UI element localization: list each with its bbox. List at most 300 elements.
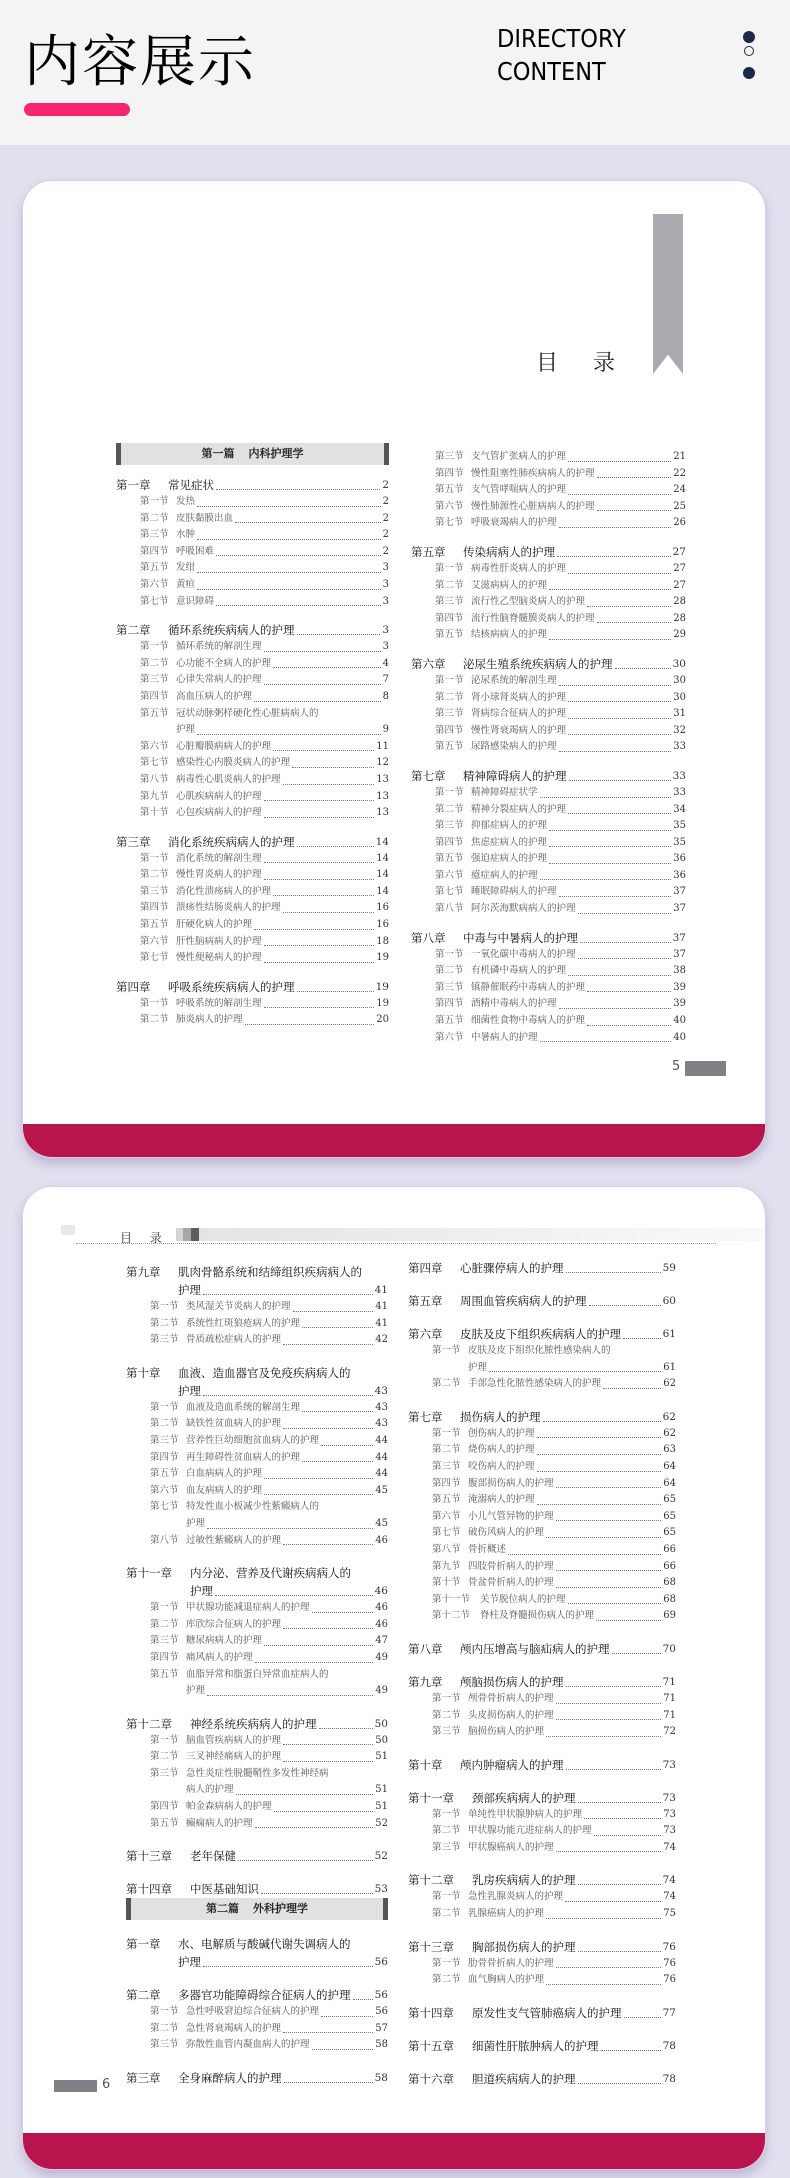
toc-section-entry[interactable] — [126, 1533, 388, 1550]
entry-line — [435, 1030, 686, 1047]
section-title: 急性乳腺炎病人的护理 — [468, 1891, 564, 1903]
toc-section-entry[interactable] — [408, 1956, 676, 1973]
page-ref: 13 — [376, 807, 389, 819]
section-title: 血脂异常和脂蛋白异常血症病人的 — [186, 1668, 329, 1680]
section-title: 消化性溃疡病人的护理 — [176, 885, 272, 897]
page-ref: 46 — [374, 1585, 388, 1598]
toc-section-entry[interactable] — [411, 1030, 686, 1047]
section-number: 第四节 — [435, 998, 464, 1010]
toc-section-entry[interactable] — [116, 639, 389, 656]
toc-section-entry[interactable] — [411, 515, 686, 532]
toc-section-entry[interactable] — [411, 673, 686, 690]
toc-chapter-entry[interactable] — [408, 1408, 676, 1426]
entry-line — [408, 1938, 676, 1956]
page-ref: 36 — [673, 869, 686, 881]
part-number: 第二篇 — [206, 1902, 239, 1916]
toc-section-entry[interactable] — [411, 449, 686, 466]
toc-section-entry[interactable] — [116, 867, 389, 884]
section-number: 第二节 — [432, 1709, 461, 1721]
toc-section-entry[interactable] — [116, 544, 389, 561]
section-title: 高血压病人的护理 — [176, 690, 253, 702]
subtitle-line-1: DIRECTORY — [497, 24, 626, 53]
entry-line — [140, 917, 389, 934]
entry-line — [140, 494, 389, 511]
dot-leader — [293, 1311, 374, 1312]
toc-section-entry[interactable] — [126, 1617, 388, 1634]
toc-section-entry[interactable] — [126, 1416, 388, 1433]
dot-leader — [540, 879, 672, 880]
entry-line — [116, 833, 389, 851]
toc-section-entry[interactable] — [411, 818, 686, 835]
entry-line — [126, 2069, 388, 2087]
page-ref: 14 — [376, 852, 389, 864]
section-number: 第四节 — [150, 1451, 179, 1463]
toc-section-entry[interactable] — [126, 1799, 388, 1816]
title-continuation: 护理 — [178, 1283, 201, 1297]
chapter-number: 第五章 — [411, 544, 446, 559]
page-ref: 8 — [382, 690, 389, 702]
page-ref: 64 — [663, 1460, 676, 1472]
toc-section-entry[interactable] — [408, 1889, 676, 1906]
toc-section-entry[interactable] — [411, 785, 686, 802]
chapter-number: 第十章 — [126, 1365, 161, 1380]
toc-chapter-entry[interactable] — [408, 1938, 676, 1956]
toc-chapter-entry[interactable] — [408, 1640, 676, 1658]
toc-section-entry[interactable] — [116, 672, 389, 689]
entry-line — [126, 1364, 388, 1382]
section-number: 第三节 — [150, 1334, 179, 1346]
toc-chapter-entry[interactable] — [408, 1325, 676, 1343]
page-ref: 74 — [663, 1841, 676, 1853]
entry-line — [432, 1542, 676, 1559]
toc-section-entry[interactable] — [126, 1650, 388, 1667]
page-ref: 72 — [663, 1726, 676, 1738]
toc-section-entry[interactable] — [408, 1807, 676, 1824]
dot-leader — [568, 734, 671, 735]
dot-leader — [597, 510, 672, 511]
toc-section-entry[interactable] — [126, 1450, 388, 1467]
toc-chapter-entry[interactable] — [411, 767, 686, 785]
toc-section-entry[interactable] — [408, 1459, 676, 1476]
page-ref: 43 — [375, 1401, 388, 1413]
page-ref: 11 — [376, 740, 389, 752]
toc-section-entry[interactable] — [126, 1749, 388, 1766]
entry-line — [150, 1766, 388, 1783]
dot-leader — [568, 1603, 662, 1604]
entry-line — [435, 611, 686, 628]
toc-chapter-entry[interactable] — [126, 1364, 388, 1400]
dot-leader — [578, 913, 672, 914]
toc-section-entry[interactable] — [126, 1667, 388, 1700]
toc-chapter-entry[interactable] — [126, 1880, 388, 1898]
dot-leader — [557, 556, 671, 557]
entry-line — [432, 1459, 676, 1476]
page-ref: 28 — [673, 612, 686, 624]
page-ref: 37 — [673, 886, 686, 898]
toc-section-entry[interactable] — [116, 900, 389, 917]
dot-leader — [615, 668, 671, 669]
toc-chapter-entry[interactable] — [116, 978, 389, 996]
toc-section-entry[interactable] — [116, 950, 389, 967]
chapter-number: 第五章 — [408, 1294, 443, 1308]
section-title: 感染性心内膜炎病人的护理 — [176, 757, 291, 769]
page-ref: 56 — [374, 1989, 388, 2002]
toc-section-entry[interactable] — [126, 1400, 388, 1417]
toc-chapter-entry[interactable] — [408, 1756, 676, 1774]
dot-leader — [312, 1612, 374, 1613]
page-ref: 57 — [375, 2022, 388, 2034]
entry-line — [140, 805, 389, 822]
toc-section-entry[interactable] — [411, 594, 686, 611]
toc-section-entry[interactable] — [408, 1708, 676, 1725]
toc-section-entry[interactable] — [126, 2037, 388, 2054]
section-number: 第六节 — [435, 1031, 464, 1043]
entry-line — [116, 978, 389, 996]
section-number: 第二节 — [140, 512, 169, 524]
toc-section-entry[interactable] — [411, 482, 686, 499]
toc-section-entry[interactable] — [408, 1691, 676, 1708]
page-ref: 78 — [662, 2072, 676, 2085]
section-title: 肺炎病人的护理 — [176, 1014, 243, 1026]
entry-line — [411, 543, 686, 561]
toc-section-entry[interactable] — [116, 1012, 389, 1029]
toc-section-entry[interactable] — [126, 1483, 388, 1500]
toc-chapter-entry[interactable] — [411, 929, 686, 947]
toc-chapter-entry[interactable] — [408, 2070, 676, 2088]
toc-chapter-entry[interactable] — [411, 543, 686, 561]
page-ref: 29 — [673, 629, 686, 641]
entry-line-continued — [150, 1782, 388, 1799]
toc-section-entry[interactable] — [126, 2004, 388, 2021]
section-number: 第一节 — [432, 1427, 461, 1439]
entry-line — [150, 1749, 388, 1766]
toc-chapter-entry[interactable] — [126, 1986, 388, 2004]
page-ref: 73 — [662, 1758, 676, 1771]
toc-section-entry[interactable] — [126, 1766, 388, 1799]
toc-section-entry[interactable] — [126, 1499, 388, 1532]
section-number: 第二节 — [432, 1444, 461, 1456]
dot-leader — [302, 1411, 373, 1412]
dot-leader — [594, 1835, 662, 1836]
toc-section-entry[interactable] — [126, 1466, 388, 1483]
entry-line — [150, 1816, 388, 1833]
entry-line-continued — [126, 1953, 388, 1971]
toc-chapter-entry[interactable] — [126, 1935, 388, 1971]
dot-leader — [264, 817, 375, 818]
toc-section-entry[interactable] — [411, 884, 686, 901]
section-number: 第三节 — [140, 885, 169, 897]
toc-section-entry[interactable] — [408, 1592, 676, 1609]
section-title: 精神障碍症状学 — [471, 786, 538, 798]
dot-leader — [537, 1471, 662, 1472]
toc-section-entry[interactable] — [411, 996, 686, 1013]
toc-section-entry[interactable] — [126, 1600, 388, 1617]
section-title: 骨折概述 — [468, 1543, 507, 1555]
page-ref: 39 — [673, 981, 686, 993]
chapter-title: 中医基础知识 — [190, 1882, 259, 1897]
toc-section-entry[interactable] — [116, 805, 389, 822]
toc-section-entry[interactable] — [408, 1906, 676, 1923]
dot-leader — [540, 1041, 672, 1042]
chapter-title: 老年保健 — [190, 1849, 236, 1864]
dot-leader — [283, 1628, 373, 1629]
toc-chapter-entry[interactable] — [116, 476, 389, 494]
toc-chapter-entry[interactable] — [126, 1715, 388, 1733]
section-title: 单纯性甲状腺肿病人的护理 — [468, 1808, 583, 1820]
entry-line — [432, 1442, 676, 1459]
toc-section-entry[interactable] — [126, 1633, 388, 1650]
toc-section-entry[interactable] — [116, 577, 389, 594]
entry-line — [150, 1667, 388, 1684]
page-ref: 56 — [374, 1956, 388, 1969]
toc-section-entry[interactable] — [408, 1442, 676, 1459]
chapter-number: 第四章 — [116, 979, 151, 994]
section-title: 缺铁性贫血病人的护理 — [186, 1418, 282, 1430]
section-title: 精神分裂症病人的护理 — [471, 803, 567, 815]
toc-section-entry[interactable] — [126, 1433, 388, 1450]
toc-chapter-entry[interactable] — [408, 1789, 676, 1807]
dot-leader — [559, 685, 672, 686]
toc-section-entry[interactable] — [116, 689, 389, 706]
toc-section-entry[interactable] — [116, 594, 389, 611]
toc-section-entry[interactable] — [116, 934, 389, 951]
toc-chapter-entry[interactable] — [411, 655, 686, 673]
dot-leader — [546, 1918, 661, 1919]
toc-chapter-entry[interactable] — [126, 1263, 388, 1299]
section-number: 第十节 — [432, 1577, 461, 1589]
toc-section-entry[interactable] — [408, 1972, 676, 1989]
toc-chapter-entry[interactable] — [408, 1259, 676, 1277]
dot-leader — [292, 767, 374, 768]
dot-leader — [556, 1703, 662, 1704]
chapter-number: 第十六章 — [408, 2071, 454, 2086]
toc-section-entry[interactable] — [116, 494, 389, 511]
section-number: 第七节 — [140, 595, 169, 607]
page-number: 5 — [672, 1059, 681, 1074]
page-ref: 30 — [673, 691, 686, 703]
section-number: 第一节 — [432, 1692, 461, 1704]
toc-section-entry[interactable] — [408, 1492, 676, 1509]
dot-leader — [321, 2016, 373, 2017]
section-title: 颅骨骨折病人的护理 — [468, 1692, 554, 1704]
section-number: 第二节 — [150, 1317, 179, 1329]
toc-section-entry[interactable] — [126, 1816, 388, 1833]
dot-leader — [601, 2050, 661, 2051]
dot-leader — [297, 991, 374, 992]
toc-section-entry[interactable] — [411, 611, 686, 628]
entry-line — [140, 689, 389, 706]
dot-leader — [578, 958, 672, 959]
section-title: 心肌疾病病人的护理 — [176, 790, 262, 802]
chapter-number: 第九章 — [408, 1674, 443, 1689]
toc-section-entry[interactable] — [408, 1608, 676, 1625]
toc-section-entry[interactable] — [408, 1426, 676, 1443]
chapter-title: 乳房疾病病人的护理 — [472, 1873, 576, 1888]
section-title: 慢性阻塞性肺疾病病人的护理 — [471, 467, 595, 479]
toc-section-entry[interactable] — [116, 511, 389, 528]
section-number: 第三节 — [150, 2039, 179, 2051]
section-title: 细菌性食物中毒病人的护理 — [471, 1015, 586, 1027]
page-ref: 76 — [663, 1974, 676, 1986]
toc-section-entry[interactable] — [411, 466, 686, 483]
toc-section-entry[interactable] — [411, 963, 686, 980]
entry-line — [432, 1426, 676, 1443]
toc-chapter-entry[interactable] — [116, 621, 389, 639]
entry-line — [150, 2004, 388, 2021]
page-ref: 16 — [376, 902, 389, 914]
page-ref: 4 — [382, 657, 389, 669]
toc-page-card-2 — [22, 1186, 766, 2170]
section-number: 第十二节 — [432, 1610, 471, 1622]
toc-section-entry[interactable] — [408, 1509, 676, 1526]
toc-section-entry[interactable] — [408, 1840, 676, 1857]
chapter-title: 皮肤及皮下组织疾病病人的护理 — [460, 1327, 621, 1341]
toc-section-entry[interactable] — [116, 884, 389, 901]
toc-section-entry[interactable] — [126, 1299, 388, 1316]
toc-section-entry[interactable] — [408, 1823, 676, 1840]
section-title: 类风湿关节炎病人的护理 — [186, 1301, 291, 1312]
toc-section-entry[interactable] — [408, 1476, 676, 1493]
dot-leader — [264, 1478, 373, 1479]
toc-section-entry[interactable] — [126, 1733, 388, 1750]
toc-section-entry[interactable] — [411, 901, 686, 918]
toc-section-entry[interactable] — [408, 1575, 676, 1592]
entry-line — [432, 1575, 676, 1592]
section-title: 小儿气管异物的护理 — [468, 1510, 554, 1522]
section-number: 第二节 — [432, 1378, 461, 1390]
dot-leader — [321, 1445, 373, 1446]
page-ref: 31 — [673, 708, 686, 720]
section-title: 尿路感染病人的护理 — [471, 741, 557, 753]
toc-chapter-entry[interactable] — [408, 1292, 676, 1310]
section-title: 血气胸病人的护理 — [468, 1974, 545, 1986]
page-ref: 76 — [663, 1957, 676, 1969]
dot-leader — [264, 1007, 375, 1008]
section-number: 第九节 — [432, 1560, 461, 1572]
dot-leader — [273, 750, 374, 751]
toc-chapter-entry[interactable] — [126, 1847, 388, 1865]
toc-section-entry[interactable] — [411, 851, 686, 868]
toc-section-entry[interactable] — [116, 739, 389, 756]
section-title: 癫痫病人的护理 — [186, 1817, 253, 1829]
toc-section-entry[interactable] — [411, 561, 686, 578]
page-ref: 39 — [673, 998, 686, 1010]
entry-line — [140, 867, 389, 884]
section-title: 发绀 — [176, 562, 196, 574]
chapter-number: 第十四章 — [126, 1882, 172, 1897]
toc-chapter-entry[interactable] — [408, 1871, 676, 1889]
entry-line — [140, 594, 389, 611]
entry-line — [432, 1343, 676, 1360]
section-number: 第一节 — [432, 1957, 461, 1969]
section-title: 糖尿病病人的护理 — [186, 1635, 263, 1647]
toc-section-entry[interactable] — [411, 499, 686, 516]
toc-section-entry[interactable] — [411, 578, 686, 595]
toc-section-entry[interactable] — [116, 917, 389, 934]
toc-section-entry[interactable] — [126, 1332, 388, 1349]
toc-section-entry[interactable] — [411, 835, 686, 852]
toc-section-entry[interactable] — [408, 1376, 676, 1393]
toc-section-entry[interactable] — [126, 2021, 388, 2038]
toc-section-entry[interactable] — [116, 656, 389, 673]
toc-section-entry[interactable] — [411, 947, 686, 964]
section-number: 第五节 — [435, 1015, 464, 1027]
toc-section-entry[interactable] — [116, 851, 389, 868]
page-ref: 18 — [376, 935, 389, 947]
toc-section-entry[interactable] — [411, 723, 686, 740]
section-number: 第二节 — [150, 1618, 179, 1630]
toc-section-entry[interactable] — [116, 996, 389, 1013]
chapter-title: 颅脑损伤病人的护理 — [460, 1674, 564, 1689]
chapter-title: 胸部损伤病人的护理 — [472, 1939, 576, 1954]
page-ref: 68 — [663, 1577, 676, 1589]
toc-section-entry[interactable] — [116, 755, 389, 772]
toc-section-entry[interactable] — [116, 772, 389, 789]
chapter-number: 第六章 — [411, 656, 446, 671]
toc-chapter-entry[interactable] — [126, 1564, 388, 1600]
toc-section-entry[interactable] — [408, 1559, 676, 1576]
toc-section-entry[interactable] — [411, 980, 686, 997]
toc-chapter-entry[interactable] — [116, 833, 389, 851]
toc-section-entry[interactable] — [116, 706, 389, 739]
entry-line — [408, 2004, 676, 2022]
dot-icon — [743, 31, 755, 43]
section-number: 第五节 — [140, 562, 169, 574]
entry-line — [116, 621, 389, 639]
toc-section-entry[interactable] — [411, 739, 686, 756]
toc-chapter-entry[interactable] — [408, 2004, 676, 2022]
entry-line — [408, 1640, 676, 1658]
toc-section-entry[interactable] — [411, 802, 686, 819]
toc-section-entry[interactable] — [411, 868, 686, 885]
page-ref: 77 — [662, 2006, 676, 2019]
section-title: 心包疾病病人的护理 — [176, 807, 262, 819]
chapter-title: 肌肉骨骼系统和结缔组织疾病病人的 — [178, 1265, 362, 1279]
toc-section-entry[interactable] — [116, 789, 389, 806]
toc-chapter-entry[interactable] — [408, 2037, 676, 2055]
section-number: 第一节 — [150, 1301, 179, 1312]
toc-section-entry[interactable] — [408, 1542, 676, 1559]
part-title: 内科护理学 — [248, 447, 304, 460]
dot-leader — [566, 1686, 661, 1687]
toc-chapter-entry[interactable] — [408, 1673, 676, 1691]
section-title: 有机磷中毒病人的护理 — [471, 965, 567, 977]
toc-section-entry[interactable] — [126, 1316, 388, 1333]
section-title: 慢性肺源性心脏病病人的护理 — [471, 500, 595, 512]
toc-section-entry[interactable] — [408, 1525, 676, 1542]
dot-icon — [743, 67, 755, 79]
toc-section-entry[interactable] — [411, 706, 686, 723]
toc-section-entry[interactable] — [116, 527, 389, 544]
entry-line — [150, 1316, 388, 1333]
chapter-number: 第一章 — [126, 1937, 161, 1952]
toc-section-entry[interactable] — [411, 1013, 686, 1030]
page-ref: 3 — [382, 595, 389, 607]
toc-section-entry[interactable] — [116, 560, 389, 577]
page-ref: 65 — [663, 1494, 676, 1506]
toc-section-entry[interactable] — [411, 627, 686, 644]
dot-leader — [207, 1695, 373, 1696]
dot-leader — [264, 684, 381, 685]
dot-leader — [283, 784, 375, 785]
toc-section-entry[interactable] — [411, 690, 686, 707]
section-number: 第三节 — [150, 1767, 179, 1779]
toc-chapter-entry[interactable] — [126, 2069, 388, 2087]
entry-line — [435, 673, 686, 690]
toc-section-entry[interactable] — [408, 1343, 676, 1376]
section-number: 第八节 — [432, 1543, 461, 1555]
toc-section-entry[interactable] — [408, 1724, 676, 1741]
